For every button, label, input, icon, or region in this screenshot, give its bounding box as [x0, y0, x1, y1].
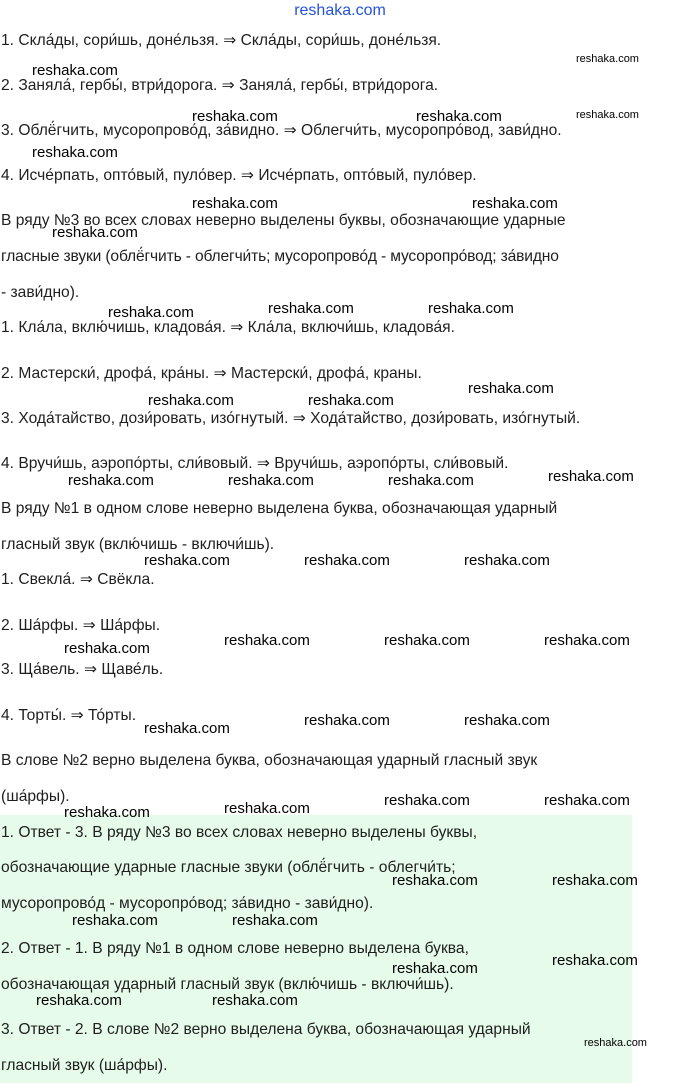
task-3-3: 3. Ща́вель. ⇒ Щаве́ль.: [1, 661, 164, 678]
task-1-1: 1. Скла́ды, сори́шь, доне́льзя. ⇒ Скла́ды, сори́шь, доне́льзя.: [1, 32, 442, 49]
watermark: reshaka.com: [428, 300, 514, 317]
watermark: reshaka.com: [388, 472, 474, 489]
task-2-2: 2. Мастерски́, дрофа́, кра́ны. ⇒ Мастерски́, дрофа́, краны.: [1, 365, 422, 382]
watermark: reshaka.com: [72, 912, 158, 929]
watermark: reshaka.com: [548, 468, 634, 485]
task-2-3: 3. Хода́тайство, дози́ровать, изо́гнутый. ⇒ Хода́тайство, дози́ровать, изо́гнутый.: [1, 410, 581, 427]
explanation-1-line-2: гласные звуки (облё́гчить - облегчи́ть; мусоропрово́д - мусоропро́вод; за́видно: [1, 248, 559, 265]
watermark: reshaka.com: [544, 792, 630, 809]
watermark: reshaka.com: [464, 552, 550, 569]
answer-2-line-2: обозначающая ударный гласный звук (вклю́чишь - включи́шь).: [1, 976, 454, 993]
site-link[interactable]: reshaka.com: [294, 2, 386, 19]
answer-3-line-2: гласный звук (ша́рфы).: [1, 1057, 168, 1074]
explanation-3-line-2: (ша́рфы).: [1, 788, 70, 805]
explanation-1-line-3: - зави́дно).: [1, 284, 80, 301]
watermark: reshaka.com: [228, 472, 314, 489]
explanation-1-line-1: В ряду №3 во всех словах неверно выделены буквы, обозначающие ударные: [1, 212, 566, 229]
task-2-4: 4. Вручи́шь, аэропо́рты, сли́вовый. ⇒ Вручи́шь, аэропо́рты, сли́вовый.: [1, 455, 509, 472]
task-3-4: 4. Торты́. ⇒ То́рты.: [1, 707, 137, 724]
watermark: reshaka.com: [144, 552, 230, 569]
answer-1-line-3: мусоропрово́д - мусоропро́вод; за́видно - зави́дно).: [1, 895, 374, 912]
task-1-2: 2. Заняла́, гербы́, втри́дорога. ⇒ Заняла́, гербы́, втри́дорога.: [1, 77, 439, 94]
explanation-2-line-1: В ряду №1 в одном слове неверно выделена буква, обозначающая ударный: [1, 500, 558, 517]
watermark: reshaka.com: [304, 712, 390, 729]
answer-1-line-2: обозначающие ударные гласные звуки (облё́гчить - облегчи́ть;: [1, 859, 456, 876]
watermark: reshaka.com: [32, 144, 118, 161]
watermark: reshaka.com: [232, 912, 318, 929]
task-1-3: 3. Облё́гчить, мусоропрово́д, за́видно. ⇒ Облегчи́ть, мусоропро́вод, зави́дно.: [1, 122, 562, 139]
watermark: reshaka.com: [32, 62, 118, 79]
task-1-4: 4. Исче́рпать, опто́вый, пуло́вер. ⇒ Исче́рпать, опто́вый, пуло́вер.: [1, 167, 477, 184]
task-3-1: 1. Свекла́. ⇒ Свёкла.: [1, 571, 155, 588]
watermark: reshaka.com: [308, 392, 394, 409]
watermark: reshaka.com: [384, 632, 470, 649]
watermark: reshaka.com: [544, 632, 630, 649]
watermark: reshaka.com: [52, 224, 138, 241]
watermark: reshaka.com: [68, 472, 154, 489]
watermark: reshaka.com: [464, 712, 550, 729]
watermark: reshaka.com: [224, 632, 310, 649]
watermark: reshaka.com: [224, 800, 310, 817]
watermark: reshaka.com: [64, 640, 150, 657]
watermark: reshaka.com: [36, 992, 122, 1009]
watermark: reshaka.com: [304, 552, 390, 569]
task-3-2: 2. Ша́рфы. ⇒ Ша́рфы.: [1, 617, 161, 634]
watermark: reshaka.com: [552, 952, 638, 969]
watermark: reshaka.com: [584, 1037, 647, 1049]
explanation-2-line-2: гласный звук (вклю́чишь - включи́шь).: [1, 536, 275, 553]
task-2-1: 1. Кла́ла, вклю́чишь, кладова́я. ⇒ Кла́ла, включи́шь, кладова́я.: [1, 319, 455, 336]
watermark: reshaka.com: [392, 872, 478, 889]
watermark: reshaka.com: [108, 304, 194, 321]
watermark: reshaka.com: [192, 108, 278, 125]
answer-2-line-1: 2. Ответ - 1. В ряду №1 в одном слове неверно выделена буква,: [1, 940, 469, 957]
watermark: reshaka.com: [148, 392, 234, 409]
watermark: reshaka.com: [392, 960, 478, 977]
watermark: reshaka.com: [416, 108, 502, 125]
watermark: reshaka.com: [268, 300, 354, 317]
watermark: reshaka.com: [468, 380, 554, 397]
answer-1-line-1: 1. Ответ - 3. В ряду №3 во всех словах неверно выделены буквы,: [1, 824, 478, 841]
watermark: reshaka.com: [144, 720, 230, 737]
watermark: reshaka.com: [576, 53, 639, 65]
watermark: reshaka.com: [384, 792, 470, 809]
watermark: reshaka.com: [212, 992, 298, 1009]
answer-3-line-1: 3. Ответ - 2. В слове №2 верно выделена буква, обозначающая ударный: [1, 1021, 531, 1038]
watermark: reshaka.com: [192, 195, 278, 212]
watermark: reshaka.com: [472, 195, 558, 212]
watermark: reshaka.com: [64, 804, 150, 821]
explanation-3-line-1: В слове №2 верно выделена буква, обозначающая ударный гласный звук: [1, 752, 538, 769]
watermark: reshaka.com: [576, 109, 639, 121]
watermark: reshaka.com: [552, 872, 638, 889]
